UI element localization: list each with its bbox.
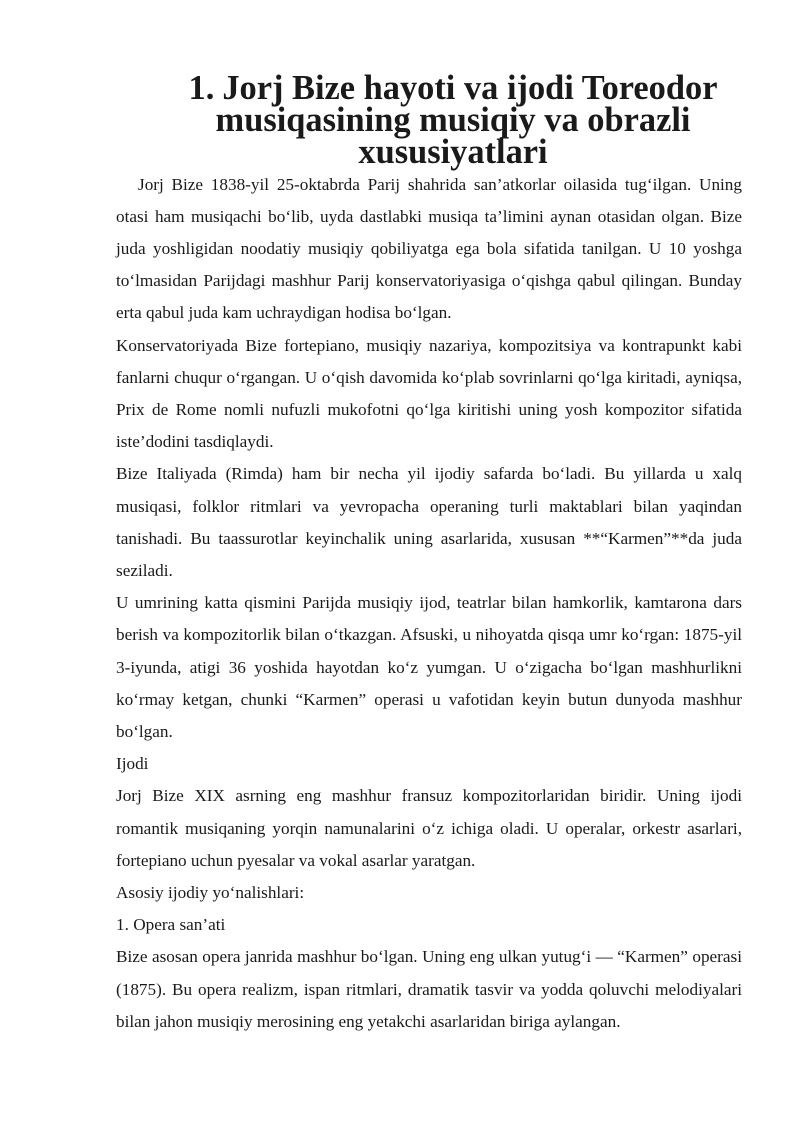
section-title: Jorj Bize hayoti va ijodi Toreodor musiqasining musiqiy va obrazli xususiyatlari [215,69,718,172]
paragraph-later-life: U umrining katta qismini Parijda musiqiy ijod, teatrlar bilan hamkorlik, kamtarona dars berish va kompozitorlik bilan o‘tkazgan. Afsuski, u nihoyatda qisqa umr ko‘rgan: 1875-yil 3-iyunda, atigi 36 yoshida hayotdan ko‘z yumgan. U o‘zigacha bo‘lgan mashhurlikni ko‘rmay ketgan, chunki “Karmen” operasi u vafotidan keyin butun dunyoda mashhur bo‘lgan. [116,593,742,742]
paragraph-opera: Bize asosan opera janrida mashhur bo‘lgan. Uning eng ulkan yutug‘i — “Karmen” operasi (1875). Bu opera realizm, ispan ritmlari, dramatik tasvir va yodda qoluvchi melodiyalari bilan jahon musiqiy merosining eng yetakchi asarlaridan biriga aylangan. [116,947,742,1031]
paragraph-creative-work: Jorj Bize XIX asrning eng mashhur fransuz kompozitorlaridan biridir. Uning ijodi romantik musiqaning yorqin namunalarini o‘z ichiga oladi. U operalar, orkestr asarlari, fortepiano uchun pyesalar va vokal asarlar yaratgan. [116,786,742,870]
paragraph-italy: Bize Italiyada (Rimda) ham bir necha yil ijodiy safarda bo‘ladi. Bu yillarda u xalq musiqasi, folklor ritmlari va yevropacha operaning turli maktablari bilan yaqindan tanishadi. Bu taassurotlar keyinchalik uning asarlarida, xususan **“Karmen”**da juda seziladi. [116,464,742,581]
list-item-opera-art: 1. Opera san’ati [116,915,226,935]
section-number: 1. [188,69,215,107]
subheading-ijodi: Ijodi [116,754,149,774]
paragraph-conservatory: Konservatoriyada Bize fortepiano, musiqiy nazariya, kompozitsiya va kontrapunkt kabi fanlarni chuqur o‘rgangan. U o‘qish davomida ko‘plab sovrinlarni qo‘lga kiritadi, ayniqsa, Prix de Rome nomli nufuzli mukofotni qo‘lga kiritishi uning yosh kompozitor sifatida iste’dodini tasdiqlaydi. [116,335,742,452]
subheading-main-directions: Asosiy ijodiy yo‘nalishlari: [116,883,305,903]
section-heading [116,69,742,172]
paragraph-biography-intro: Jorj Bize 1838-yil 25-oktabrda Parij shahrida san’atkorlar oilasida tug‘ilgan. Uning otasi ham musiqachi bo‘lib, uyda dastlabki musiqa ta’limini aynan otasidan olgan. Bize juda yoshligidan noodatiy musiqiy qobiliyatga ega bola sifatida tanilgan. U 10 yoshga to‘lmasidan Parijdagi mashhur Parij konservatoriyasiga o‘qishga qabul qilingan. Bunday erta qabul juda kam uchraydigan hodisa bo‘lgan. [116,174,742,323]
document-page [116,69,742,1038]
